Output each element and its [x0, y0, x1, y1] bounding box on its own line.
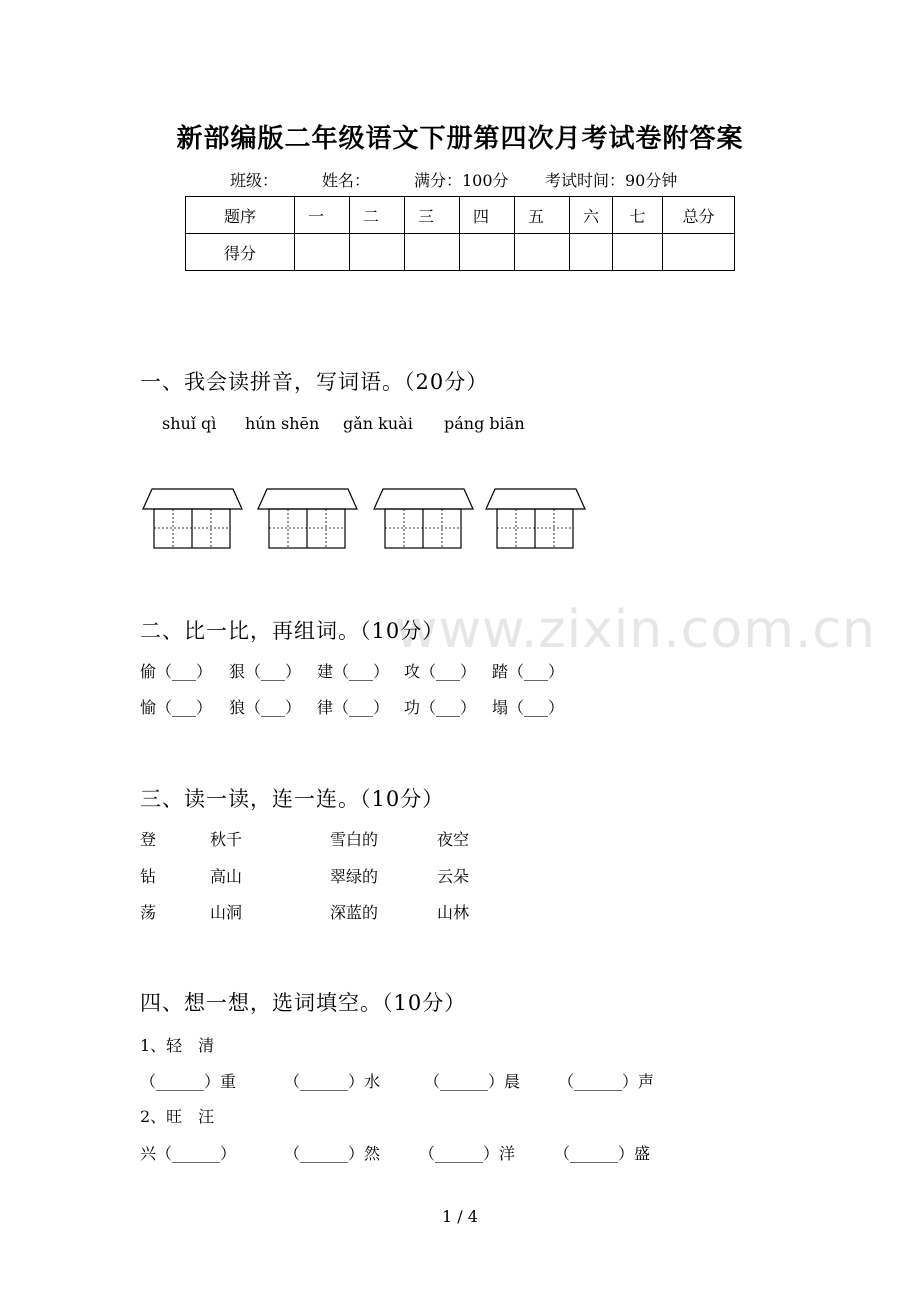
compare-item: 功（___）: [404, 698, 477, 717]
match-item[interactable]: 荡: [140, 903, 157, 922]
pinyin-item: shuǐ qì: [162, 414, 217, 433]
header-cell: 五: [515, 197, 570, 234]
score-table-score-row: [186, 234, 735, 271]
fill-blank-item[interactable]: （______）重: [140, 1072, 237, 1091]
header-cell: 总分: [663, 197, 735, 234]
match-item[interactable]: 夜空: [437, 830, 470, 849]
score-cell[interactable]: [570, 234, 613, 271]
score-table: [185, 196, 735, 271]
header-cell: 一: [295, 197, 350, 234]
class-label: 班级：: [230, 171, 279, 190]
writing-box-house[interactable]: [257, 488, 359, 550]
word-choice-label: 2、旺 汪: [140, 1107, 215, 1126]
writing-box-house[interactable]: [142, 488, 244, 550]
fill-blank-item[interactable]: （______）然: [284, 1144, 381, 1163]
compare-item: 律（___）: [317, 698, 390, 717]
header-cell: 题序: [186, 197, 295, 234]
fill-blank-item[interactable]: （______）晨: [424, 1072, 521, 1091]
match-item[interactable]: 登: [140, 830, 157, 849]
fill-blank-item[interactable]: （______）盛: [554, 1144, 651, 1163]
compare-item: 踏（___）: [492, 662, 565, 681]
match-item[interactable]: 云朵: [437, 867, 470, 886]
score-cell[interactable]: [460, 234, 515, 271]
score-table-header-row: [186, 197, 735, 234]
pinyin-item: hún shēn: [245, 414, 320, 433]
pinyin-item: gǎn kuài: [343, 414, 413, 433]
page-title: 新部编版二年级语文下册第四次月考试卷附答案: [176, 124, 744, 154]
compare-item: 建（___）: [317, 662, 390, 681]
fill-blank-item[interactable]: 兴（______）: [140, 1144, 237, 1163]
writing-box-house[interactable]: [373, 488, 475, 550]
match-item[interactable]: 翠绿的: [330, 867, 379, 886]
full-score-label: 满分：100分: [414, 171, 509, 190]
score-cell[interactable]: [405, 234, 460, 271]
compare-item: 攻（___）: [404, 662, 477, 681]
compare-item: 狼（___）: [229, 698, 302, 717]
score-cell[interactable]: [350, 234, 405, 271]
compare-item: 愉（___）: [140, 698, 213, 717]
exam-time-label: 考试时间：90分钟: [545, 171, 678, 190]
compare-item: 狠（___）: [229, 662, 302, 681]
compare-item: 塌（___）: [492, 698, 565, 717]
fill-blank-item[interactable]: （______）洋: [419, 1144, 516, 1163]
section-4-heading: 四、想一想，选词填空。（10分）: [140, 991, 467, 1015]
header-cell: 二: [350, 197, 405, 234]
row-label: 得分: [186, 234, 295, 271]
name-label: 姓名：: [322, 171, 371, 190]
compare-item: 偷（___）: [140, 662, 213, 681]
pinyin-item: páng biān: [444, 414, 525, 433]
writing-box-house[interactable]: [485, 488, 587, 550]
score-cell[interactable]: [663, 234, 735, 271]
fill-blank-item[interactable]: （______）声: [558, 1072, 655, 1091]
match-item[interactable]: 钻: [140, 867, 157, 886]
section-2-heading: 二、比一比，再组词。（10分）: [140, 619, 445, 643]
match-item[interactable]: 山洞: [210, 903, 243, 922]
match-item[interactable]: 秋千: [210, 830, 243, 849]
score-cell[interactable]: [295, 234, 350, 271]
section-1-heading: 一、我会读拼音，写词语。（20分）: [140, 370, 489, 394]
match-item[interactable]: 高山: [210, 867, 243, 886]
watermark: www.zixin.com.cn: [395, 600, 876, 660]
score-cell[interactable]: [613, 234, 663, 271]
header-cell: 三: [405, 197, 460, 234]
header-cell: 七: [613, 197, 663, 234]
match-item[interactable]: 雪白的: [330, 830, 379, 849]
header-cell: 六: [570, 197, 613, 234]
page-number: 1 / 4: [442, 1207, 478, 1226]
word-choice-label: 1、轻 清: [140, 1036, 215, 1055]
match-item[interactable]: 山林: [437, 903, 470, 922]
score-cell[interactable]: [515, 234, 570, 271]
section-3-heading: 三、读一读，连一连。（10分）: [140, 787, 445, 811]
header-cell: 四: [460, 197, 515, 234]
match-item[interactable]: 深蓝的: [330, 903, 379, 922]
fill-blank-item[interactable]: （______）水: [284, 1072, 381, 1091]
